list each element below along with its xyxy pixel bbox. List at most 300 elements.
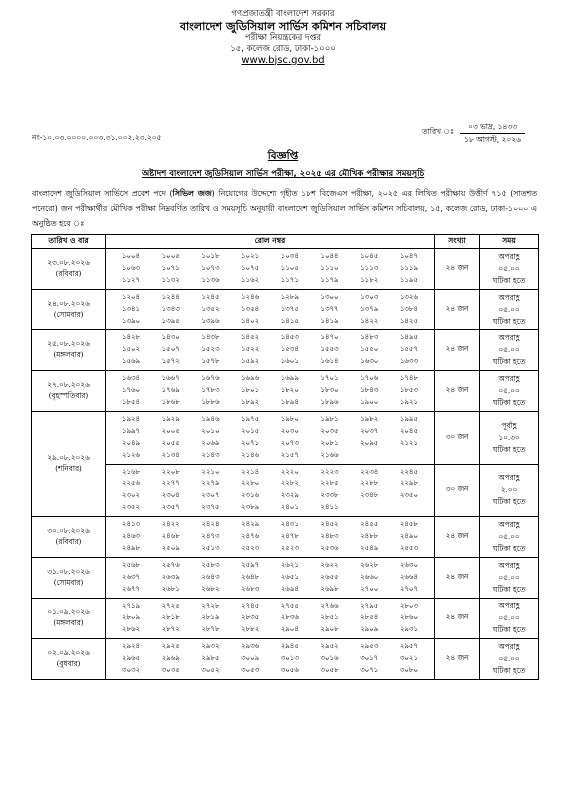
time-line: ০৫.০০: [498, 386, 520, 396]
government-line: গণপ্রজাতন্ত্রী বাংলাদেশ সরকার: [231, 9, 335, 19]
roll-line: [112, 572, 428, 584]
roll-line: [112, 531, 428, 543]
roll-number: ২৪১১: [320, 503, 339, 512]
roll-number: ২০৭১: [241, 438, 260, 447]
roll-number: ২৪৭৬: [241, 532, 260, 541]
table-row: [32, 411, 539, 464]
exam-day: (মঙ্গলবার): [53, 618, 84, 628]
roll-number: ১৩৯০: [121, 316, 141, 325]
table-header-row: [32, 235, 539, 249]
roll-number: ১০০৪: [121, 252, 141, 260]
exam-day: (রবিবার): [55, 536, 82, 546]
table-row: [32, 371, 539, 412]
roll-number: ১৭৬০: [121, 386, 141, 395]
date-cell: [32, 249, 106, 290]
roll-line: [112, 275, 428, 287]
time-line: অপরাহ্ণ: [498, 292, 520, 302]
roll-number: ১৩৫২: [201, 304, 220, 313]
roll-number: ২৬৩০: [399, 560, 419, 569]
roll-number: ২২৩৪: [360, 467, 379, 476]
roll-line: [112, 316, 428, 328]
roll-number: ৩০৮০: [399, 666, 419, 675]
date-cell: [32, 557, 106, 598]
roll-number: ২২৮৮: [360, 479, 379, 488]
roll-number: ১০৭৫: [241, 263, 260, 272]
roll-number: ২৪৭৮: [280, 532, 299, 541]
roll-line: [112, 584, 428, 596]
time-line: অপরাহ্ণ: [498, 560, 520, 570]
roll-number: ২৩৫০: [399, 491, 419, 500]
roll-number: ২০৩৫: [320, 426, 339, 435]
candidate-count: ২৪ জন: [435, 249, 480, 290]
roll-cell: [106, 411, 435, 464]
roll-number: ২৯৮৫: [201, 654, 220, 663]
exam-date: ২৪.০৮.২০২৬: [47, 298, 90, 308]
candidate-count: ২৪ জন: [435, 371, 480, 412]
roll-number: ১৪২২: [360, 316, 379, 325]
roll-number: ২২৮০: [241, 479, 260, 488]
roll-number: ১৮৯৪: [280, 397, 299, 406]
roll-number: ২০৬৯: [201, 438, 220, 447]
roll-number: ১৬০১: [280, 357, 299, 366]
time-line: ঘটিকা হতে: [492, 398, 526, 408]
roll-number: ২৩১৬: [241, 491, 260, 500]
roll-number: ১০৭১: [161, 263, 180, 272]
roll-number: ২৩০৭: [201, 491, 220, 500]
roll-line: [112, 414, 428, 426]
roll-number: ২৫২৩: [241, 543, 260, 552]
roll-number: ১৮৫৪: [121, 397, 141, 406]
roll-cell: [106, 371, 435, 412]
roll-number: ২৪৫৫: [360, 520, 379, 529]
roll-number: ২৮৮২: [241, 625, 260, 634]
time-line: অপরাহ্ণ: [498, 519, 520, 529]
roll-number: ১৪১৯: [320, 316, 339, 325]
exam-day: (বুধবার): [56, 659, 81, 669]
roll-number: ২২৮২: [280, 479, 299, 488]
roll-number: ২২৭৯: [201, 479, 220, 488]
table-row: [32, 330, 539, 371]
roll-number: ২৪৫২: [320, 520, 339, 529]
roll-number: ১৮৮৬: [201, 397, 220, 406]
roll-number: ১৩০০: [320, 292, 339, 301]
issue-date: [422, 121, 525, 146]
roll-number: ২২১৪: [241, 467, 260, 476]
roll-number: ১২৪৫: [201, 292, 220, 301]
roll-number: ২২৭৭: [161, 479, 180, 488]
intro-part1: বাংলাদেশ জুডিসিয়াল সার্ভিসে প্রবেশ পদে (: [32, 189, 173, 198]
roll-number: ২১৪৩: [201, 450, 220, 459]
roll-number: ২৭১৯: [121, 601, 141, 610]
roll-number: ১৭৮৩: [201, 386, 220, 395]
roll-number: ২৬২২: [320, 560, 339, 569]
exam-date: ৩০.০৮.২০২৬: [47, 526, 90, 536]
time-line: ০৫.০০: [498, 345, 520, 355]
roll-number: ২১৩৪: [161, 450, 180, 459]
roll-number: ১৩০৩: [360, 292, 379, 301]
roll-number: ২৯৫৭: [399, 642, 419, 651]
date-bangla: ০৩ ভাদ্র, ১৪৩৩: [460, 121, 525, 134]
roll-number: ২৫৩৬: [320, 543, 339, 552]
roll-number: ১৯৯৫: [399, 414, 418, 423]
roll-number: ২৪১৩: [121, 520, 141, 529]
roll-number: ২৬৫৫: [320, 572, 339, 581]
roll-number: ২৪২২: [161, 520, 180, 529]
roll-number: ২৩২৯: [280, 491, 299, 500]
candidate-count: ২৪ জন: [435, 517, 480, 558]
exam-date: ২৭.০৮.২০২৬: [47, 380, 90, 390]
roll-number: ৩০৫৬: [280, 666, 299, 675]
exam-day: (মঙ্গলবার): [53, 350, 84, 360]
roll-number: ৩০৫২: [201, 666, 220, 675]
roll-number: ১০২১: [241, 252, 260, 260]
header-time: সময়: [480, 235, 539, 249]
roll-number: ১৫৭৮: [201, 357, 220, 366]
roll-number: ২৬৯৪: [280, 584, 299, 593]
roll-number: ২৯৩৬: [241, 642, 260, 651]
roll-number: ১০০৫: [161, 252, 180, 260]
roll-number: ২৫৭৬: [161, 560, 180, 569]
roll-number: ১৫৫৭: [399, 345, 419, 354]
time-line: ঘটিকা হতে: [492, 357, 526, 367]
roll-line: [112, 560, 428, 572]
roll-line: [112, 263, 428, 275]
roll-number: ১৩৭৫: [280, 304, 299, 313]
roll-number: ২৮৫৪: [360, 613, 379, 622]
roll-number: ৩০২১: [399, 654, 419, 663]
roll-number: ১০৩৪: [280, 252, 299, 260]
table-row: [32, 249, 539, 290]
roll-number: ২৭০০: [360, 584, 379, 593]
time-line: ০৫.০০: [498, 572, 520, 582]
roll-number: ২০০৫: [161, 426, 180, 435]
candidate-count: ৩০ জন: [435, 411, 480, 464]
roll-number: ২৪৭৩: [201, 532, 220, 541]
roll-line: [112, 304, 428, 316]
roll-number: ২৩০৪: [161, 491, 180, 500]
date-cell: [32, 330, 106, 371]
roll-number: ১৪৭০: [320, 333, 339, 342]
roll-number: ১৮০১: [241, 386, 260, 395]
office-address: ১৫, কলেজ রোড, ঢাকা-১০০০: [230, 44, 336, 54]
roll-number: ১৬১৪: [320, 357, 339, 366]
time-line: অপরাহ্ণ: [498, 473, 520, 483]
roll-number: ২৬৮২: [201, 584, 220, 593]
roll-number: ১৮৪৩: [360, 386, 379, 395]
roll-number: ২২৫৬: [121, 479, 141, 488]
roll-number: ২৩৩৮: [320, 491, 339, 500]
roll-number: ২৭০৭: [399, 584, 419, 593]
roll-number: ১০৪৫: [360, 252, 379, 260]
roll-number: ২৪৮৩: [320, 532, 339, 541]
roll-number: ১৮৯২: [241, 397, 260, 406]
time-cell: [480, 249, 539, 290]
time-line: ০৫.০০: [498, 531, 520, 541]
roll-line: [112, 612, 428, 624]
exam-date: ৩১.০৮.২০২৬: [47, 566, 90, 576]
roll-number: ২০৩৭: [360, 426, 379, 435]
roll-number: ২৬২১: [280, 560, 299, 569]
roll-number: ২৫৬৮: [121, 560, 141, 569]
roll-number: ২৪৩১: [280, 520, 299, 529]
intro-part2: ) নিয়োগের উদ্দেশ্যে গৃহীত ১৮শ বিজেএস পরীক্ষা, ২০২৫ এর লিখিত পরীক্ষায় উত্তীর্ণ ৭১৫ (সাতশত পনেরো) জন পরীক্ষার্থীর মৌখিক পরীক্ষা নিম্নবর্ণিত তারিখ ও সময়সূচি অনুযায়ী বাংলাদেশ জুডিসিয়াল সার্ভিস কমিশন সচিবালয়, ১৫, কলেজ রোড, ঢাকা-১০০০ এ অনুষ্ঠিত হবে ঃ: [32, 189, 537, 228]
notice-title: বিজ্ঞপ্তি: [267, 150, 299, 162]
roll-number: ১৫৯২: [241, 357, 260, 366]
roll-number: ১৪৫২: [241, 333, 260, 342]
time-line: অপরাহ্ণ: [498, 601, 520, 611]
roll-number: ২৯৫২: [320, 642, 339, 651]
roll-number: ২২০৮: [161, 467, 180, 476]
roll-number: ১৪৮৩: [360, 333, 379, 342]
roll-number: ২৭৫৫: [280, 601, 299, 610]
roll-number: ২৬২৮: [360, 560, 379, 569]
roll-number: ২৩৫২: [121, 503, 141, 512]
roll-number: ১০৭৩: [201, 263, 220, 272]
roll-number: ৩০১৩: [280, 654, 299, 663]
roll-number: ১৭৪৮: [399, 374, 419, 383]
roll-number: ১২৪৪: [161, 292, 180, 301]
roll-line: [112, 385, 428, 397]
roll-number: ১০৬৩: [121, 263, 141, 272]
roll-number: ২৫১৩: [201, 543, 220, 552]
roll-number: ২১২৬: [121, 450, 141, 459]
time-cell: [480, 639, 539, 680]
roll-cell: [106, 249, 435, 290]
date-cell: [32, 517, 106, 558]
roll-number: ২২৪৫: [399, 467, 419, 476]
time-cell: [480, 557, 539, 598]
roll-number: ২০৩০: [280, 426, 299, 435]
roll-number: ২৯৬৯: [161, 654, 180, 663]
roll-number: ২৮৫১: [320, 613, 339, 622]
roll-number: ১৪৩৮: [201, 333, 220, 342]
roll-number: ৩০০৯: [241, 654, 260, 663]
time-line: ২.০০: [500, 485, 518, 495]
time-line: ঘটিকা হতে: [492, 543, 526, 553]
roll-number: [350, 450, 388, 462]
time-cell: [480, 517, 539, 558]
roll-line: [112, 438, 428, 450]
date-cell: [32, 371, 106, 412]
schedule-body: [32, 249, 539, 680]
roll-number: ২৯৫৩: [360, 642, 379, 651]
roll-line: [112, 373, 428, 385]
exam-day: (শনিবার): [55, 464, 82, 473]
roll-number: [350, 502, 388, 514]
schedule-table: [31, 234, 539, 680]
table-row: [32, 557, 539, 598]
roll-number: ২০৯৫: [360, 438, 379, 447]
roll-cell: [106, 289, 435, 330]
roll-number: ২২৮৫: [320, 479, 339, 488]
header-roll: রোল নম্বর: [106, 235, 435, 249]
roll-number: ২৯৪৫: [280, 642, 299, 651]
roll-line: [112, 519, 428, 531]
time-line: ০৫.০০: [498, 654, 520, 664]
time-line: অপরাহ্ণ: [498, 374, 520, 384]
roll-number: ১৮২০: [280, 386, 299, 395]
exam-day: (সোমবার): [53, 309, 84, 319]
roll-number: ২৯২৪: [121, 642, 141, 651]
date-cell: [32, 598, 106, 639]
roll-number: ১৯২১: [399, 397, 419, 406]
candidate-count: ২৪ জন: [435, 289, 480, 330]
roll-number: ২৭৪৫: [241, 601, 260, 610]
roll-cell: [106, 557, 435, 598]
roll-number: ১৩২৬: [399, 292, 419, 301]
time-cell: [480, 371, 539, 412]
roll-number: ১৪২৮: [121, 333, 141, 342]
exam-day: (সোমবার): [53, 577, 84, 587]
roll-number: ২২৯৮: [399, 479, 419, 488]
roll-number: ১৪৯৫: [399, 333, 418, 342]
roll-number: ১৬৩৩: [399, 357, 419, 366]
roll-number: ১৮৩০: [320, 386, 339, 395]
roll-number: ২৯৩২: [201, 642, 220, 651]
roll-number: ২২১০: [201, 467, 220, 476]
roll-number: ৩০৩৫: [161, 666, 180, 675]
candidate-count: ২৪ জন: [435, 330, 480, 371]
roll-number: ২৪০১: [280, 503, 299, 512]
roll-line: [112, 332, 428, 344]
roll-number: ১৪০২: [241, 316, 260, 325]
roll-number: ২৮৬২: [121, 625, 141, 634]
notice-subtitle: অষ্টাদশ বাংলাদেশ জুডিসিয়াল সার্ভিস পরীক্ষা, ২০২৫ এর মৌখিক পরীক্ষার সময়সূচি: [141, 169, 425, 179]
roll-number: ২৪৯৮: [121, 543, 141, 552]
roll-number: ২০৮১: [320, 438, 339, 447]
roll-number: ১২৮৯: [280, 292, 299, 301]
roll-number: ১৯৭৫: [241, 414, 260, 423]
roll-number: ৩০৩২: [121, 666, 141, 675]
roll-number: ১৪১৫: [280, 316, 299, 325]
roll-line: [112, 543, 428, 555]
exam-day: (রবিবার): [55, 268, 82, 278]
roll-number: ২৬৩৭: [121, 572, 141, 581]
time-line: ০৫.০০: [498, 263, 520, 273]
roll-number: ১৩৮৪: [399, 304, 419, 313]
roll-number: ২৪৬৮: [161, 532, 180, 541]
memo-number: নং-১০.০৩.০০০০.০০৩.৩১.০০২.২৩.২০৫: [32, 133, 162, 142]
roll-line: [112, 490, 428, 502]
roll-number: ১২৪৬: [241, 292, 260, 301]
roll-number: ১০৪৪: [320, 252, 339, 260]
roll-number: ২৫৮৩: [201, 560, 220, 569]
time-line: ঘটিকা হতে: [492, 316, 526, 326]
roll-number: ১১৮২: [360, 275, 379, 284]
roll-number: ২১৬৮: [121, 467, 141, 476]
roll-number: [390, 450, 428, 462]
time-line: ০৫.০০: [498, 304, 520, 314]
roll-cell: [106, 639, 435, 680]
roll-number: ১৩৯৬: [201, 316, 220, 325]
header-count: সংখ্যা: [435, 235, 480, 249]
roll-number: ১৯৯৭: [121, 426, 141, 435]
roll-number: ২৬৬০: [360, 572, 379, 581]
roll-number: ২৮১৯: [201, 613, 220, 622]
roll-number: ২৮৬০: [399, 613, 419, 622]
roll-number: ১৯৪৬: [201, 414, 220, 423]
roll-number: ১০৪৭: [399, 252, 419, 260]
roll-number: ২৫৪৯: [360, 543, 379, 552]
roll-number: ২৪৬৩: [121, 532, 141, 541]
roll-cell: [106, 330, 435, 371]
roll-number: ১৯৮১: [320, 414, 339, 423]
roll-line: [112, 601, 428, 613]
roll-number: ৩০৫৩: [241, 666, 260, 675]
roll-line: [112, 450, 428, 462]
website-link[interactable]: www.bjsc.gov.bd: [241, 54, 325, 66]
roll-number: ১৯০০: [360, 397, 379, 406]
time-line: অপরাহ্ণ: [498, 333, 520, 343]
roll-number: ১৭৬৯: [161, 386, 180, 395]
roll-number: ১৭০৬: [360, 374, 379, 383]
roll-number: ১৫০৭: [161, 345, 180, 354]
roll-cell: [106, 517, 435, 558]
intro-post: সিভিল জজ: [172, 189, 212, 198]
table-row: [32, 289, 539, 330]
roll-number: ২০১৫: [241, 426, 260, 435]
roll-number: ২০৪৯: [121, 438, 141, 447]
roll-number: ২৬৪৩: [201, 572, 220, 581]
roll-number: ২৮৩৫: [241, 613, 260, 622]
table-row: [32, 639, 539, 680]
controller-office: পরীক্ষা নিয়ন্ত্রকের দপ্তর: [244, 33, 322, 44]
roll-number: ১৫৭২: [161, 357, 180, 366]
roll-number: ২৭২৮: [201, 601, 220, 610]
time-cell: [480, 598, 539, 639]
roll-number: ২৩৮৯: [241, 503, 260, 512]
candidate-count: ২৪ জন: [435, 598, 480, 639]
exam-day: (বৃহস্পতিবার): [48, 391, 89, 401]
roll-number: ১১৭৯: [320, 275, 339, 284]
roll-number: ১৫৫৩: [320, 345, 339, 354]
roll-number: ২৫২৩: [280, 543, 299, 552]
roll-number: ২৬৮৩: [241, 584, 260, 593]
roll-number: ১৫০২: [121, 345, 141, 354]
roll-line: [112, 502, 428, 514]
roll-number: ২৩৪৮: [360, 491, 379, 500]
roll-number: ২৬৬৪: [399, 572, 419, 581]
roll-number: ১১২৭: [121, 275, 141, 284]
roll-number: ২৯০৪: [280, 625, 299, 634]
intro-paragraph: [32, 186, 537, 231]
roll-number: ১৬৬৭: [161, 374, 180, 383]
roll-number: ২৮০৩: [399, 601, 419, 610]
roll-number: ২৬৪৮: [241, 572, 260, 581]
roll-number: ১৩৯৫: [161, 316, 180, 325]
time-line: ১০.৩০: [498, 432, 520, 442]
roll-number: ১১৩৬: [201, 275, 220, 284]
roll-number: ২৯৬৫: [121, 654, 141, 663]
roll-number: ২০৪৫: [399, 426, 419, 435]
roll-number: ২২২০: [280, 467, 299, 476]
date-cell: [32, 289, 106, 330]
roll-number: ২৫০৯: [161, 543, 180, 552]
exam-date: ০১.০৯.২০২৬: [47, 607, 90, 617]
candidate-count: ২৪ জন: [435, 557, 480, 598]
roll-number: ১৬৩৪: [121, 374, 141, 383]
roll-number: ১৬৩০: [360, 357, 379, 366]
roll-number: ২৪২৯: [241, 520, 260, 529]
roll-number: ১১০৫: [280, 263, 299, 272]
exam-date: ২৫.০৮.২০২৬: [47, 339, 90, 349]
exam-date: ০২.০৯.২০২৬: [47, 648, 90, 658]
time-line: পূর্বাহ্ণ: [501, 420, 517, 430]
roll-line: [112, 624, 428, 636]
header-date: তারিখ ও বার: [32, 235, 106, 249]
time-line: ঘটিকা হতে: [492, 666, 526, 676]
roll-number: ২৩৭৫: [201, 503, 220, 512]
